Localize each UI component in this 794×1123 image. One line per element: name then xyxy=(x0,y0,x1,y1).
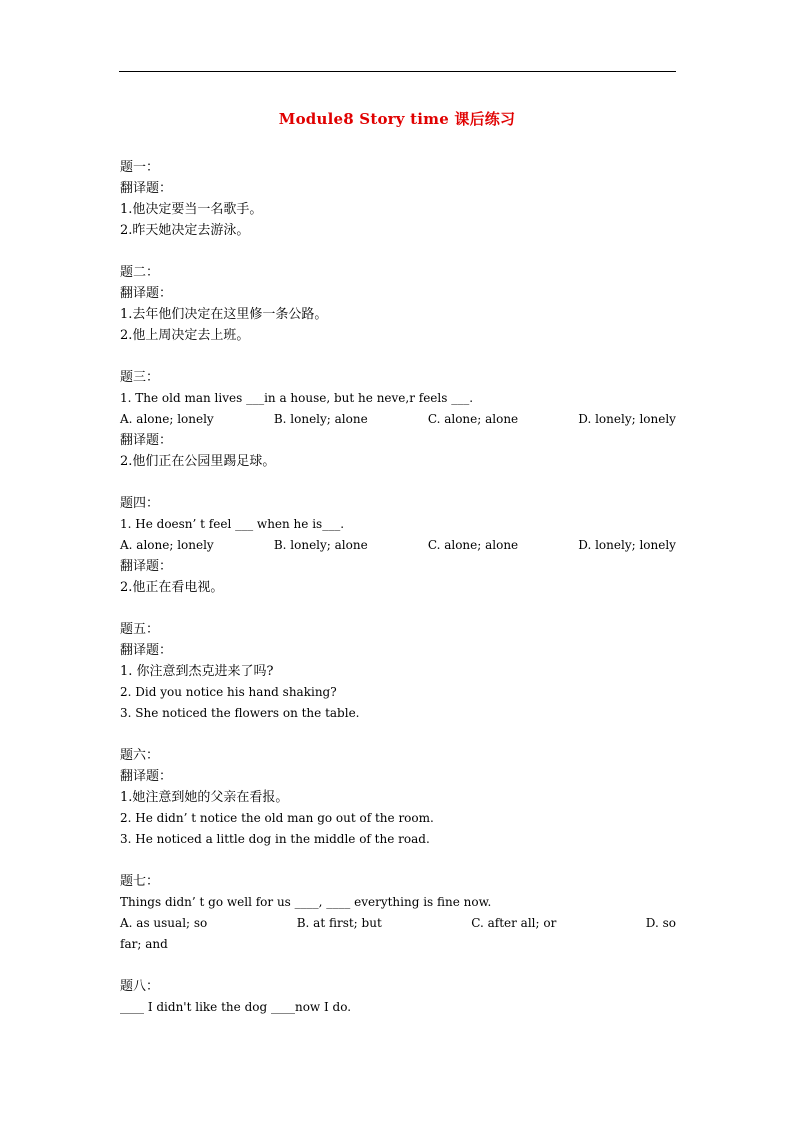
section-line: 1.去年他们决定在这里修一条公路。 xyxy=(120,307,328,322)
section-4 xyxy=(120,493,676,598)
section-line: 2.昨天她决定去游泳。 xyxy=(120,223,250,238)
option-b: B. at first; but xyxy=(296,916,382,930)
option-d: D. lonely; lonely xyxy=(578,412,676,426)
section-line: 2.他们正在公园里踢足球。 xyxy=(120,454,276,469)
option-d: D. so xyxy=(645,916,676,930)
section-line: 2.他上周决定去上班。 xyxy=(120,328,250,343)
section-line: 3. She noticed the flowers on the table. xyxy=(120,706,360,720)
question-text: 1. He doesn’ t feel ___ when he is___. xyxy=(120,517,345,531)
question-text: ____ I didn't like the dog ____now I do. xyxy=(120,1000,352,1014)
option-continuation: far; and xyxy=(120,937,168,951)
exercise-content xyxy=(120,157,676,1039)
answer-options xyxy=(120,409,676,430)
section-line: 翻译题： xyxy=(120,769,173,784)
section-line: 2. He didn’ t notice the old man go out of the room. xyxy=(120,811,434,825)
section-heading: 题七： xyxy=(120,874,160,889)
section-heading: 题四： xyxy=(120,496,160,511)
section-line: 2. Did you notice his hand shaking? xyxy=(120,685,337,699)
section-line: 翻译题： xyxy=(120,559,173,574)
section-8 xyxy=(120,976,676,1018)
section-3 xyxy=(120,367,676,472)
section-5 xyxy=(120,619,676,724)
option-b: B. lonely; alone xyxy=(273,538,368,552)
section-line: 翻译题： xyxy=(120,181,173,196)
section-line: 2.他正在看电视。 xyxy=(120,580,224,595)
answer-options xyxy=(120,913,676,934)
option-a: A. alone; lonely xyxy=(120,412,214,426)
option-c: C. alone; alone xyxy=(427,538,519,552)
section-heading: 题六： xyxy=(120,748,160,763)
question-text: 1. The old man lives ___in a house, but he neve,r feels ___. xyxy=(120,391,474,405)
section-1 xyxy=(120,157,676,241)
section-line: 1. 你注意到杰克进来了吗? xyxy=(120,664,274,679)
section-2 xyxy=(120,262,676,346)
section-heading: 题五： xyxy=(120,622,160,637)
option-c: C. after all; or xyxy=(471,916,557,930)
section-heading: 题八： xyxy=(120,979,160,994)
section-heading: 题一： xyxy=(120,160,160,175)
option-d: D. lonely; lonely xyxy=(578,538,676,552)
section-heading: 题三： xyxy=(120,370,160,385)
section-6 xyxy=(120,745,676,850)
answer-options xyxy=(120,535,676,556)
section-line: 3. He noticed a little dog in the middle of the road. xyxy=(120,832,430,846)
section-heading: 题二： xyxy=(120,265,160,280)
option-a: A. alone; lonely xyxy=(120,538,214,552)
option-b: B. lonely; alone xyxy=(273,412,368,426)
section-line: 1.他决定要当一名歌手。 xyxy=(120,202,263,217)
document-title: Module8 Story time 课后练习 xyxy=(278,110,516,128)
section-line: 1.她注意到她的父亲在看报。 xyxy=(120,790,289,805)
option-a: A. as usual; so xyxy=(120,916,208,930)
section-7 xyxy=(120,871,676,955)
section-line: 翻译题： xyxy=(120,643,173,658)
section-line: 翻译题： xyxy=(120,433,173,448)
header-rule xyxy=(119,71,676,72)
question-text: Things didn’ t go well for us ____, ____ everything is fine now. xyxy=(120,895,492,909)
section-line: 翻译题： xyxy=(120,286,173,301)
option-c: C. alone; alone xyxy=(427,412,519,426)
